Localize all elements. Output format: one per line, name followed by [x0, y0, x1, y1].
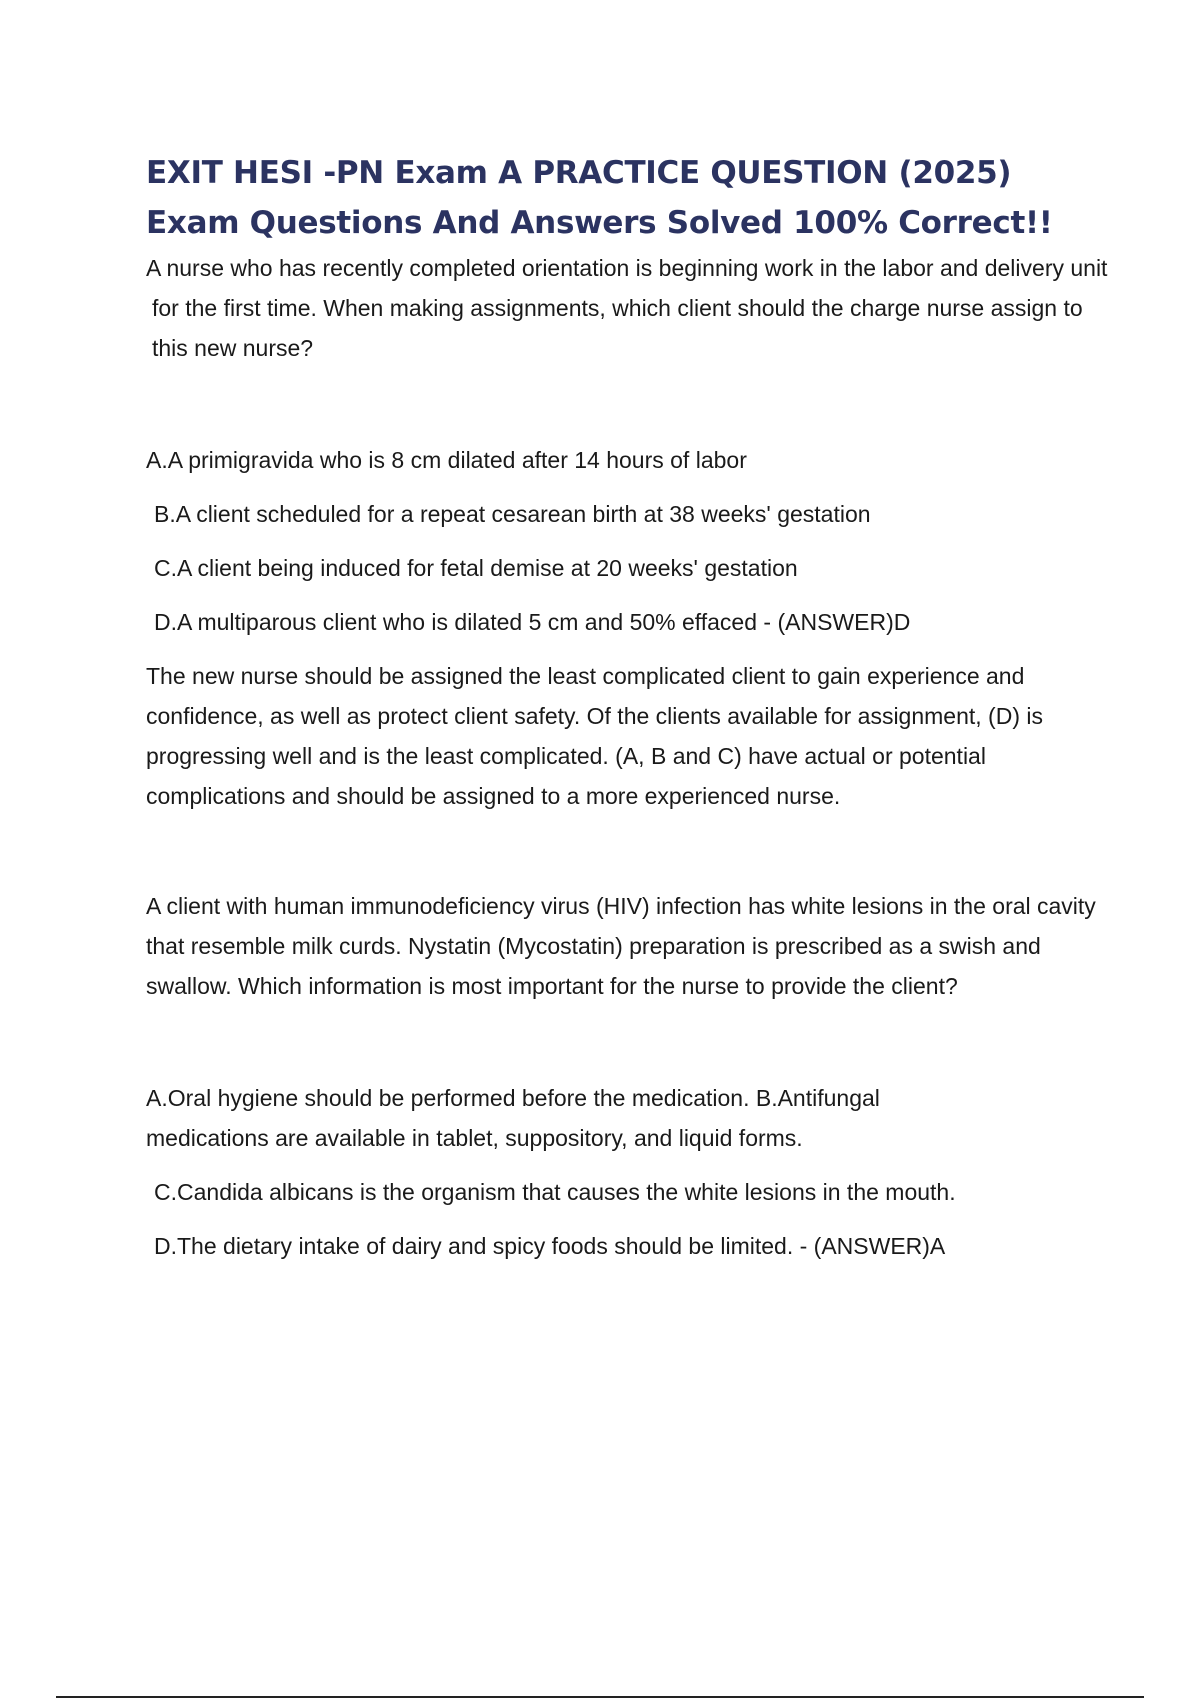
- question-1-option-a: A.A primigravida who is 8 cm dilated after 14 hours of labor: [146, 447, 747, 473]
- question-2-stem: A client with human immunodeficiency virus (HIV) infection has white lesions in the oral cavity that resemble milk curds. Nystatin (Mycostatin) preparation is prescribed as a swish and swallow. Which information is most important for the nurse to provide the client?: [146, 893, 1096, 999]
- footer-divider: [56, 1696, 1144, 1698]
- document-title: [146, 148, 1096, 248]
- question-1-option-c: C.A client being induced for fetal demise at 20 weeks' gestation: [154, 555, 798, 581]
- title-line-2: Exam Questions And Answers Solved 100% Correct!!: [146, 205, 1053, 241]
- question-1-rationale: The new nurse should be assigned the least complicated client to gain experience and confidence, as well as protect client safety. Of the clients available for assignment, (D) is progressing well and is the least complicated. (A, B and C) have actual or potential complications and should be assigned to a more experienced nurse.: [146, 663, 1043, 809]
- question-1-option-d: D.A multiparous client who is dilated 5 cm and 50% effaced - (ANSWER)D: [154, 609, 911, 635]
- question-2-option-a-b: A.Oral hygiene should be performed before the medication. B.Antifungal medications are available in tablet, suppository, and liquid forms.: [146, 1085, 880, 1151]
- title-line-1: EXIT HESI -PN Exam A PRACTICE QUESTION (2025): [146, 155, 1012, 191]
- document-page: [146, 148, 1108, 1266]
- question-2-option-d: D.The dietary intake of dairy and spicy foods should be limited. - (ANSWER)A: [154, 1233, 946, 1259]
- question-2-option-c: C.Candida albicans is the organism that causes the white lesions in the mouth.: [154, 1179, 956, 1205]
- question-1-stem: A nurse who has recently completed orientation is beginning work in the labor and delivery unit for the first time. When making assignments, which client should the charge nurse assign to this new nurse?: [146, 255, 1108, 361]
- question-1-option-b: B.A client scheduled for a repeat cesarean birth at 38 weeks' gestation: [154, 501, 871, 527]
